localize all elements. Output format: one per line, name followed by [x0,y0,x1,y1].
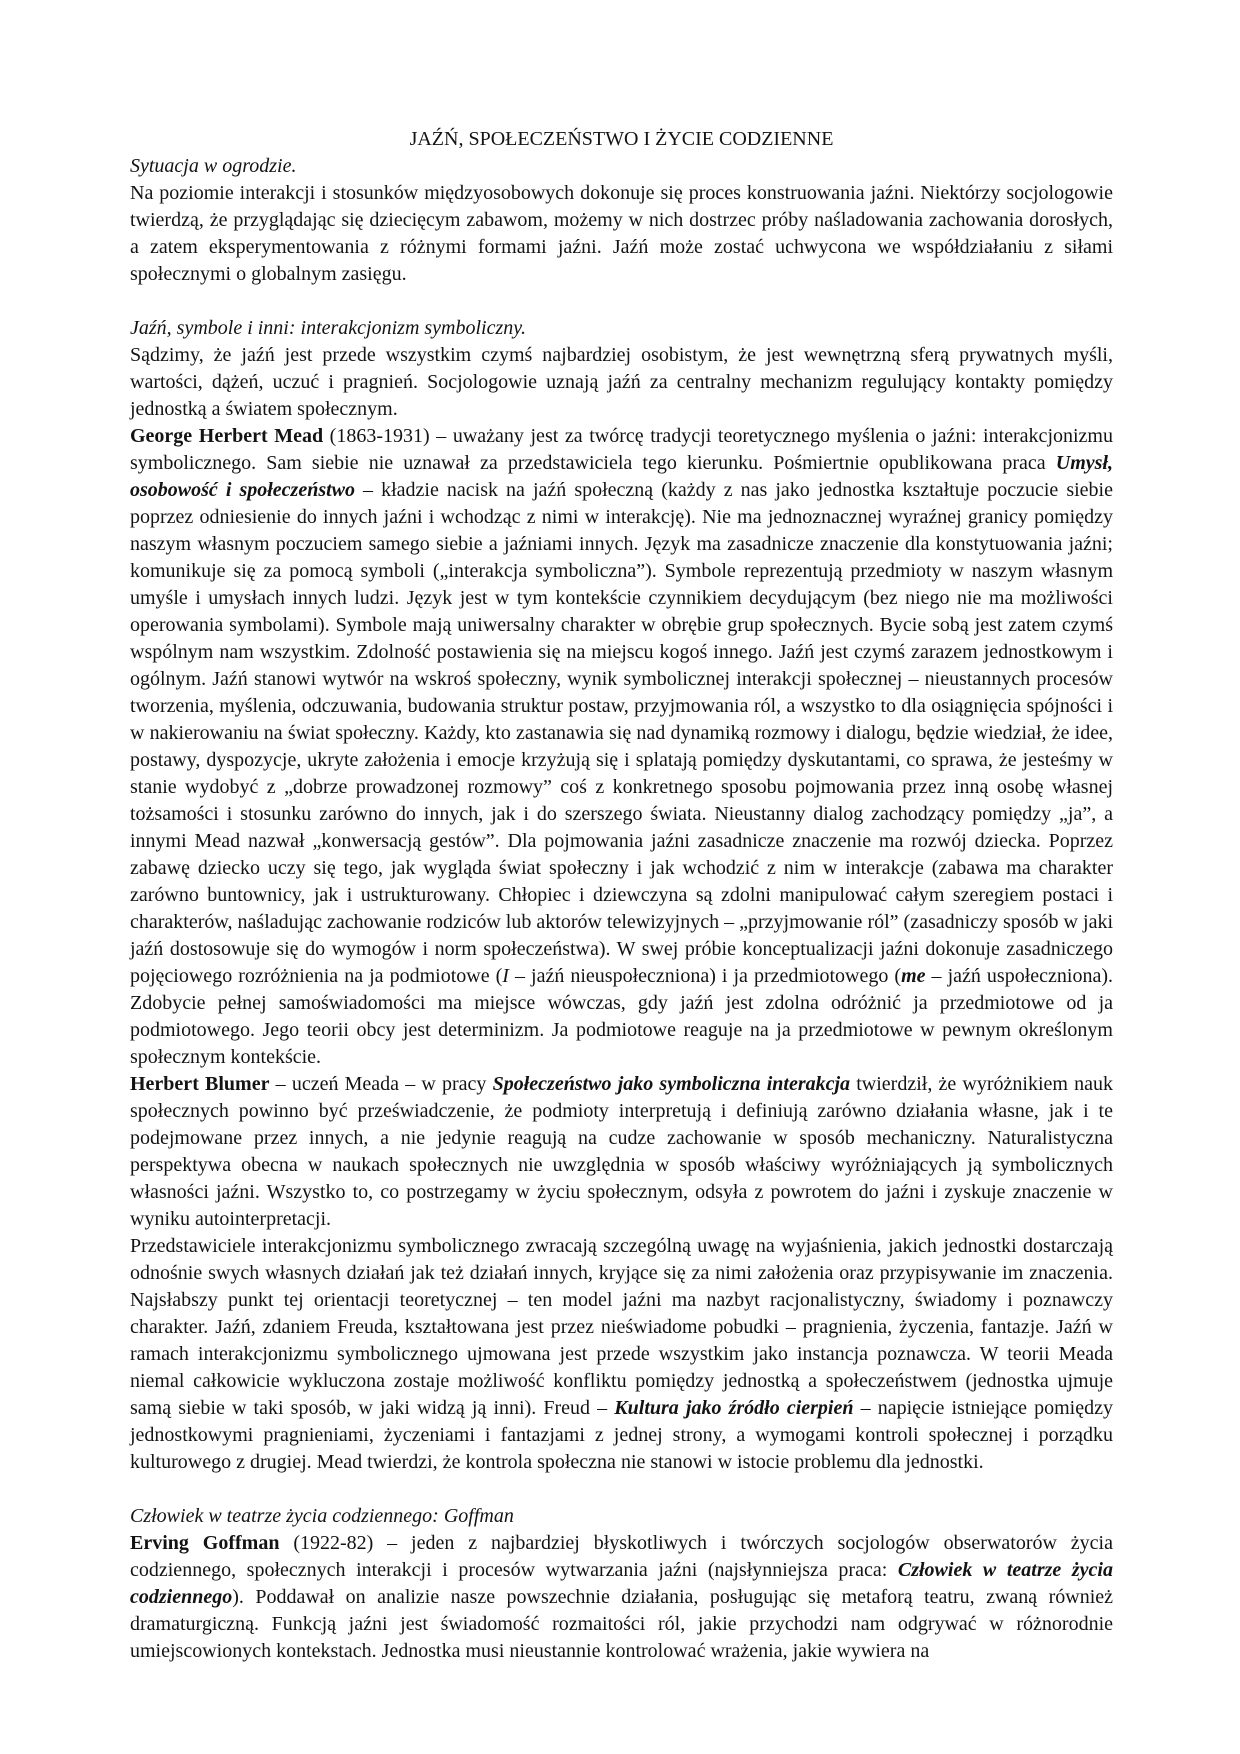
work-title-czlowiek-w-teatrze: Człowiek w teatrze życia codziennego [130,1559,1113,1608]
paragraph-self-as-private-sphere: Sądzimy, że jaźń jest przede wszystkim czymś najbardziej osobistym, że jest wewnętrzną sferą prywatnych myśli, wartości, dążeń, uczuć i pragnień. Socjologowie uznają jaźń za centralny mechanizm regulujący kontakty pomiędzy jednostką a światem społecznym. [130,344,1113,420]
term-i: I [502,965,509,987]
paragraph-garden-situation: Na poziomie interakcji i stosunków międzyosobowych dokonuje się proces konstruowania jaźni. Niektórzy socjologowie twierdzą, że przyglądając się dziecięcym zabawom, możemy w nich dostrzec próby naśladowania zachowania dorosłych, a zatem eksperymentowania z różnymi formami jaźni. Jaźń może zostać uchwycona we współdziałaniu z siłami społecznymi o globalnym zasięgu. [130,182,1113,285]
work-title-spoleczenstwo-jako-symboliczna-interakcja: Społeczeństwo jako symboliczna interakcja [492,1073,851,1095]
text-run: – jaźń uspołeczniona). Zdobycie pełnej samoświadomości ma miejsce wówczas, gdy jaźń jest zdolna odróżnić ja przedmiotowe od ja podmiotowego. Jego teorii obcy jest determinizm. Ja podmiotowe reaguje na ja przedmiotowe w pewnym określonym społecznym kontekście. [130,965,1114,1068]
text-run: – jaźń nieuspołeczniona) i ja przedmiotowego ( [508,965,902,987]
author-name-blumer: Herbert Blumer [130,1073,270,1095]
text-run: (1863-1931) – uważany jest za twórcę tradycji teoretycznego myślenia o jaźni: interakcjonizmu symbolicznego. Sam siebie nie uznawał za przedstawiciela tego kierunku. Pośmiertnie opublikowana praca [130,425,1113,474]
section-heading-goffman: Człowiek w teatrze życia codziennego: Goffman [130,1505,514,1527]
term-me: me [901,965,926,987]
paragraph-herbert-blumer [130,1071,1113,1233]
author-name-mead: George Herbert Mead [130,425,324,447]
section-heading-garden-situation: Sytuacja w ogrodzie. [130,155,297,177]
blank-line [130,288,1113,315]
paragraph-erving-goffman [130,1530,1113,1665]
paragraph-interactionism-representatives [130,1233,1113,1476]
blank-line [130,1476,1113,1503]
text-run: – kładzie nacisk na jaźń społeczną (każdy z nas jako jednostka kształtuje poczucie siebie poprzez odniesienie do innych jaźni i wchodząc z nimi w interakcję). Nie ma jednoznacznej wyraźnej granicy pomiędzy naszym własnym poczuciem samego siebie a jaźniami innych. Język ma zasadnicze znaczenie dla konstytuowania jaźni; komunikuje się za pomocą symboli („interakcja symboliczna”). Symbole reprezentują przedmioty w naszym własnym umyśle i umysłach innych ludzi. Język jest w tym kontekście czynnikiem decydującym (bez niego nie ma możliwości operowania symbolami). Symbole mają uniwersalny charakter w obrębie grup społecznych. Bycie sobą jest zatem czymś wspólnym nam wszystkim. Zdolność postawienia się na miejscu kogoś innego. Jaźń jest czymś zarazem jednostkowym i ogólnym. Jaźń stanowi wytwór na wskroś społeczny, wynik symbolicznej interakcji społecznej – nieustannych procesów tworzenia, myślenia, odczuwania, budowania struktur postaw, przyjmowania ról, a wszystko to dla osiągnięcia spójności i w nakierowaniu na świat społeczny. Każdy, kto zastanawia się nad dynamiką rozmowy i dialogu, będzie wiedział, że idee, postawy, dyspozycje, ukryte założenia i emocje krzyżują się i splatają pomiędzy dyskutantami, co sprawa, że jesteśmy w stanie wydobyć z „dobrze prowadzonej rozmowy” coś z konkretnego sposobu pojmowania przez inną osobę własnej tożsamości i stosunku zarówno do innych, jak i do szerszego świata. Nieustanny dialog zachodzący pomiędzy „ja”, a innymi Mead nazwał „konwersacją gestów”. Dla pojmowania jaźni zasadnicze znaczenie ma rozwój dziecka. Poprzez zabawę dziecko uczy się tego, jak wygląda świat społeczny i jak wchodzić z nim w interakcje (zabawa ma charakter zarówno buntownicy, jak i ustrukturowany. Chłopiec i dziewczyna są zdolni manipulować całym szeregiem postaci i charakterów, naśladując zachowanie rodziców lub aktorów telewizyjnych – „przyjmowanie ról” (zasadniczy sposób w jaki jaźń dostosowuje się do wymogów i norm społeczeństwa). W swej próbie konceptualizacji jaźni dokonuje zasadniczego pojęciowego rozróżnienia na ja podmiotowe ( [130,479,1113,987]
text-run: – uczeń Meada – w pracy [269,1073,493,1095]
text-run: – napięcie istniejące pomiędzy jednostkowymi pragnieniami, życzeniami i fantazjami z jednej strony, a wymogami kontroli społecznej i porządku kulturowego z drugiej. Mead twierdzi, że kontrola społeczna nie stanowi w istocie problemu dla jednostki. [130,1397,1113,1473]
text-run: ). Poddawał on analizie nasze powszechnie działania, posługując się metaforą teatru, zwaną również dramaturgiczną. Funkcją jaźni jest świadomość rozmaitości ról, jakie przychodzi nam odgrywać w różnorodnie umiejscowionych kontekstach. Jednostka musi nieustannie kontrolować wrażenia, jakie wywiera na [130,1586,1113,1662]
text-run: (1922-82) – jeden z najbardziej błyskotliwych i twórczych socjologów obserwatorów życia codziennego, społecznych interakcji i procesów wytwarzania jaźni (najsłynniejsza praca: [130,1532,1113,1581]
author-name-goffman: Erving Goffman [130,1532,280,1554]
work-title-umysl-osobowosc-spoleczenstwo: Umysł, osobowość i społeczeństwo [130,452,1113,501]
paragraph-george-herbert-mead [130,423,1113,1071]
text-run: Przedstawiciele interakcjonizmu symbolicznego zwracają szczególną uwagę na wyjaśnienia, jakich jednostki dostarczają odnośnie swych własnych działań jak też działań innych, kryjące się za nimi założenia oraz przypisywanie im znaczenia. Najsłabszy punkt tej orientacji teoretycznej – ten model jaźni ma nazbyt racjonalistyczny, świadomy i poznawczy charakter. Jaźń, zdaniem Freuda, kształtowana jest przez nieświadome pobudki – pragnienia, życzenia, fantazje. Jaźń w ramach interakcjonizmu symbolicznego ujmowana jest przede wszystkim jako instancja poznawcza. W teorii Meada niemal całkowicie wykluczona zostaje możliwość konfliktu pomiędzy jednostką a społeczeństwem (jednostka ujmuje samą siebie w taki sposób, w jaki widzą ją inni). Freud – [130,1235,1113,1419]
document-title: JAŹŃ, SPOŁECZEŃSTWO I ŻYCIE CODZIENNE [409,128,834,150]
section-heading-symbolic-interactionism: Jaźń, symbole i inni: interakcjonizm symboliczny. [130,317,527,339]
work-title-kultura-jako-zrodlo-cierpien: Kultura jako źródło cierpień [614,1397,854,1419]
text-run: twierdził, że wyróżnikiem nauk społecznych powinno być przeświadczenie, że podmioty interpretują i definiują zarówno działania własne, jak i te podejmowane przez innych, a nie jedynie reagują na cudze zachowanie w sposób mechaniczny. Naturalistyczna perspektywa obecna w naukach społecznych nie uwzględnia w sposób właściwy wyróżniających ją symbolicznych własności jaźni. Wszystko to, co postrzegamy w życiu społecznym, odsyła z powrotem do jaźni i zyskuje znaczenie w wyniku autointerpretacji. [130,1073,1114,1230]
